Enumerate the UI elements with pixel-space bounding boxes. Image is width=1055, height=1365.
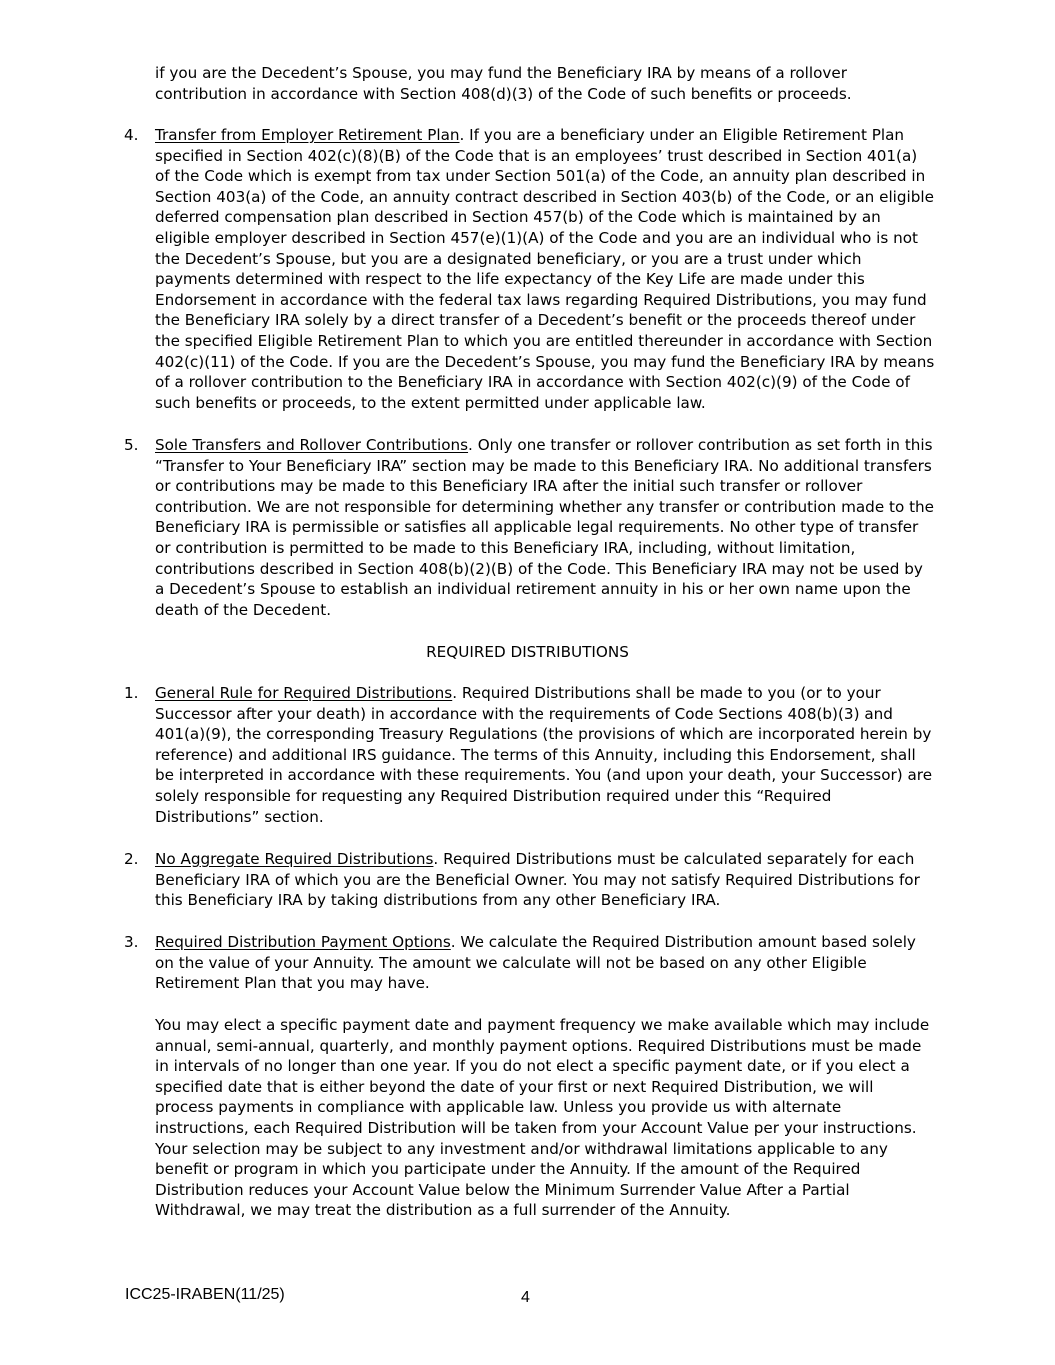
rd-item-3-number: 3. (124, 933, 139, 951)
footer-page-number: 4 (521, 1289, 530, 1306)
item-4-body: If you are a beneficiary under an Eligible Retirement Plan specified in Section 402(c)(8)(B) of the Code that is an employees’ trust described in Section 401(a) of the Code which is exempt from tax under Section 501(a) of the Code, an annuity plan described in Section 403(a) of the Code, an annuity contract described in Section 403(b) of the Code, or an eligible deferred compensation plan described in Section 457(b) of the Code which is maintained by an eligible employer described in Section 457(e)(1)(A) of the Code and you are an individual who is not the Decedent’s Spouse, but you are a designated beneficiary, or you are a trust under which payments determined with respect to the life expectancy of the Key Life are made under this Endorsement in accordance with the federal tax laws regarding Required Distributions, you may fund the Beneficiary IRA solely by a direct transfer of a Decedent’s benefit or the proceeds thereof under the specified Eligible Retirement Plan to which you are entitled thereunder in accordance with Section 402(c)(11) of the Code. If you are the Decedent’s Spouse, you may fund the Beneficiary IRA by means of a rollover contribution to the Beneficiary IRA in accordance with Section 402(c)(9) of the Code of such benefits or proceeds, to the extent permitted under applicable law. (155, 126, 935, 412)
item-5-title: Sole Transfers and Rollover Contributions (155, 436, 469, 454)
item-5-body: Only one transfer or rollover contribution as set forth in this “Transfer to Your Beneficiary IRA” section may be made to this Beneficiary IRA. No additional transfers or contributions may be made to this Beneficiary IRA after the initial such transfer or rollover contribution. We are not responsible for determining whether any transfer or contribution made to the Beneficiary IRA is permissible or satisfies all applicable legal requirements. No other type of transfer or contribution is permitted to be made to this Beneficiary IRA, including, without limitation, contributions described in Section 408(b)(2)(B) of the Code. This Beneficiary IRA may not be used by a Decedent’s Spouse to establish an individual retirement annuity in his or her own name upon the death of the Decedent. (155, 436, 934, 619)
footer-form-number: ICC25-IRABEN(11/25) (125, 1286, 285, 1303)
item-4-title: Transfer from Employer Retirement Plan (155, 126, 460, 144)
item-5-number: 5. (124, 436, 139, 454)
item-4-number: 4. (124, 126, 139, 144)
rd-item-1-body: Required Distributions shall be made to you (or to your Successor after your death) in accordance with the requirements of Code Sections 408(b)(3) and 401(a)(9), the corresponding Treasury Regulations (the provisions of which are incorporated herein by reference) and additional IRS guidance. The terms of this Annuity, including this Endorsement, shall be interpreted in accordance with these requirements. You (and upon your death, your Successor) are solely responsible for requesting any Required Distribution required under this “Required Distributions” section. (155, 684, 933, 826)
rd-item-2-body: Required Distributions must be calculated separately for each Beneficiary IRA of which you are the Beneficial Owner. You may not satisfy Required Distributions for this Beneficiary IRA by taking distributions from any other Beneficiary IRA. (155, 850, 920, 910)
rd-item-2-paragraph: No Aggregate Required Distributions. Required Distributions must be calculated separately for each Beneficiary IRA of which you are the Beneficial Owner. You may not satisfy Required Distributions for this Beneficiary IRA by taking distributions from any other Beneficiary IRA. (155, 850, 920, 910)
item-4-paragraph: Transfer from Employer Retirement Plan. If you are a beneficiary under an Eligible Retirement Plan specified in Section 402(c)(8)(B) of the Code that is an employees’ trust described in Section 401(a) of the Code which is exempt from tax under Section 501(a) of the Code, an annuity plan described in Section 403(a) of the Code, an annuity contract described in Section 403(b) of the Code, or an eligible deferred compensation plan described in Section 457(b) of the Code which is maintained by an eligible employer described in Section 457(e)(1)(A) of the Code and you are an individual who is not the Decedent’s Spouse, but you are a designated beneficiary, or you are a trust under which payments determined with respect to the life expectancy of the Key Life are made under this Endorsement in accordance with the federal tax laws regarding Required Distributions, you may fund the Beneficiary IRA solely by a direct transfer of a Decedent’s benefit or the proceeds thereof under the specified Eligible Retirement Plan to which you are entitled thereunder in accordance with Section 402(c)(11) of the Code. If you are the Decedent’s Spouse, you may fund the Beneficiary IRA by means of a rollover contribution to the Beneficiary IRA in accordance with Section 402(c)(9) of the Code of such benefits or proceeds, to the extent permitted under applicable law. (155, 126, 935, 412)
rd-item-3-title: Required Distribution Payment Options (155, 933, 451, 951)
rd-item-1-number: 1. (124, 684, 139, 702)
rd-item-3-followup-paragraph: You may elect a specific payment date and payment frequency we make available which may include annual, semi-annual, quarterly, and monthly payment options. Required Distributions must be made in intervals of no longer than one year. If you do not elect a specific payment date, or if you elect a specified date that is either beyond the date of your first or next Required Distribution, we will process payments in compliance with applicable law. Unless you provide us with alternate instructions, each Required Distribution will be taken from your Account Value per your instructions. Your selection may be subject to any investment and/or withdrawal limitations applicable to any benefit or program in which you participate under the Annuity. If the amount of the Required Distribution reduces your Account Value below the Minimum Surrender Value After a Partial Withdrawal, we may treat the distribution as a full surrender of the Annuity. (155, 1016, 930, 1220)
rd-item-3-body: We calculate the Required Distribution amount based solely on the value of your Annuity. The amount we calculate will not be based on any other Eligible Retirement Plan that you may have. (155, 933, 916, 993)
intro-paragraph: if you are the Decedent’s Spouse, you may fund the Beneficiary IRA by means of a rollover contribution in accordance with Section 408(d)(3) of the Code of such benefits or proceeds. (155, 64, 852, 103)
rd-item-1-paragraph: General Rule for Required Distributions. Required Distributions shall be made to you (or to your Successor after your death) in accordance with the requirements of Code Sections 408(b)(3) and 401(a)(9), the corresponding Treasury Regulations (the provisions of which are incorporated herein by reference) and additional IRS guidance. The terms of this Annuity, including this Endorsement, shall be interpreted in accordance with these requirements. You (and upon your death, your Successor) are solely responsible for requesting any Required Distribution required under this “Required Distributions” section. (155, 684, 933, 826)
rd-item-2-number: 2. (124, 850, 139, 868)
section-heading-required-distributions: REQUIRED DISTRIBUTIONS (426, 643, 629, 661)
item-5-paragraph: Sole Transfers and Rollover Contributions. Only one transfer or rollover contribution as set forth in this “Transfer to Your Beneficiary IRA” section may be made to this Beneficiary IRA. No additional transfers or contributions may be made to this Beneficiary IRA after the initial such transfer or rollover contribution. We are not responsible for determining whether any transfer or contribution made to the Beneficiary IRA is permissible or satisfies all applicable legal requirements. No other type of transfer or contribution is permitted to be made to this Beneficiary IRA, including, without limitation, contributions described in Section 408(b)(2)(B) of the Code. This Beneficiary IRA may not be used by a Decedent’s Spouse to establish an individual retirement annuity in his or her own name upon the death of the Decedent. (155, 436, 934, 619)
rd-item-2-title: No Aggregate Required Distributions (155, 850, 434, 868)
rd-item-3-paragraph: Required Distribution Payment Options. We calculate the Required Distribution amount based solely on the value of your Annuity. The amount we calculate will not be based on any other Eligible Retirement Plan that you may have. (155, 933, 916, 993)
rd-item-1-title: General Rule for Required Distributions (155, 684, 453, 702)
